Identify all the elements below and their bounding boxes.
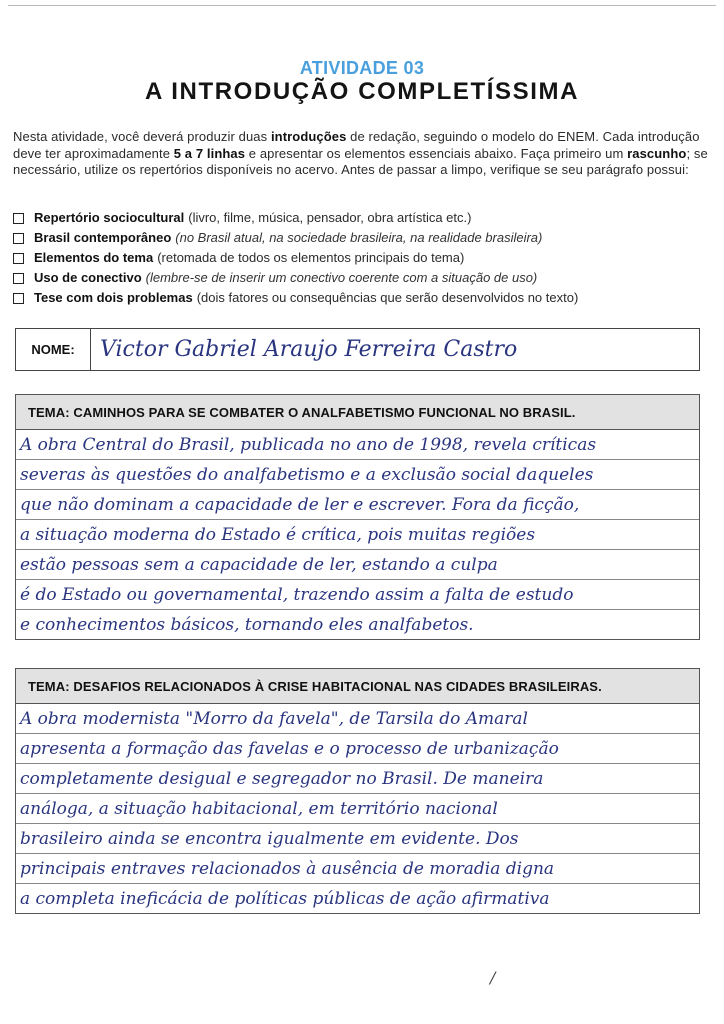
handwritten-line[interactable]: brasileiro ainda se encontra igualmente em evidente. Dos — [16, 824, 699, 854]
checkbox-icon[interactable] — [13, 293, 24, 304]
checkbox-icon[interactable] — [13, 233, 24, 244]
handwritten-line[interactable]: é do Estado ou governamental, trazendo assim a falta de estudo — [16, 580, 699, 610]
checkbox-icon[interactable] — [13, 253, 24, 264]
checkbox-icon[interactable] — [13, 273, 24, 284]
checklist-item[interactable]: Repertório sociocultural (livro, filme, música, pensador, obra artística etc.) — [13, 208, 713, 228]
handwritten-line[interactable]: e conhecimentos básicos, tornando eles analfabetos. — [20, 615, 474, 635]
name-input[interactable]: Victor Gabriel Araujo Ferreira Castro — [100, 337, 518, 362]
handwritten-line[interactable]: severas às questões do analfabetismo e a exclusão social daqueles — [16, 460, 699, 490]
handwritten-line[interactable]: A obra modernista "Morro da favela", de Tarsila do Amaral — [16, 704, 699, 734]
handwritten-line[interactable]: que não dominam a capacidade de ler e escrever. Fora da ficção, — [16, 490, 699, 520]
checkbox-icon[interactable] — [13, 213, 24, 224]
handwritten-line[interactable]: a situação moderna do Estado é crítica, pois muitas regiões — [16, 520, 699, 550]
handwritten-line[interactable]: completamente desigual e segregador no Brasil. De maneira — [16, 764, 699, 794]
checklist-item[interactable]: Brasil contemporâneo (no Brasil atual, na sociedade brasileira, na realidade brasileira) — [13, 228, 713, 248]
pen-mark: / — [490, 968, 496, 987]
essay-section-housing — [15, 668, 700, 914]
name-label: NOME: — [16, 329, 91, 370]
handwritten-line[interactable]: principais entraves relacionados à ausência de moradia digna — [16, 854, 699, 884]
requirements-checklist — [13, 208, 713, 308]
page-title: A INTRODUÇÃO COMPLETÍSSIMA — [144, 78, 580, 105]
activity-number: ATIVIDADE 03 — [299, 58, 425, 78]
handwritten-line[interactable]: estão pessoas sem a capacidade de ler, estando a culpa — [16, 550, 699, 580]
checklist-item[interactable]: Uso de conectivo (lembre-se de inserir um conectivo coerente com a situação de uso) — [13, 268, 713, 288]
theme-header: TEMA: CAMINHOS PARA SE COMBATER O ANALFABETISMO FUNCIONAL NO BRASIL. — [16, 395, 699, 430]
checklist-item[interactable]: Elementos do tema (retomada de todos os elementos principais do tema) — [13, 248, 713, 268]
writing-area[interactable] — [16, 430, 699, 639]
handwritten-line[interactable]: a completa ineficácia de políticas públicas de ação afirmativa — [20, 889, 550, 909]
handwritten-line[interactable]: apresenta a formação das favelas e o processo de urbanização — [16, 734, 699, 764]
theme-header: TEMA: DESAFIOS RELACIONADOS À CRISE HABITACIONAL NAS CIDADES BRASILEIRAS. — [16, 669, 699, 704]
top-divider — [8, 5, 716, 6]
handwritten-line[interactable]: análoga, a situação habitacional, em território nacional — [16, 794, 699, 824]
checklist-item[interactable]: Tese com dois problemas (dois fatores ou consequências que serão desenvolvidos no texto) — [13, 288, 713, 308]
instructions-paragraph: Nesta atividade, você deverá produzir duas introduções de redação, seguindo o modelo do ENEM. Cada introdução deve ter aproximadamente 5 a 7 linhas e apresentar os elementos essenciais abaixo. Faça primeiro um rascunho; se necessário, utilize os repertórios disponíveis no acervo. Antes de passar a limpo, verifique se seu parágrafo possui: — [13, 129, 708, 177]
essay-section-illiteracy — [15, 394, 700, 640]
handwritten-line[interactable]: A obra Central do Brasil, publicada no ano de 1998, revela críticas — [16, 430, 699, 460]
writing-area[interactable] — [16, 704, 699, 913]
name-field[interactable] — [15, 328, 700, 371]
